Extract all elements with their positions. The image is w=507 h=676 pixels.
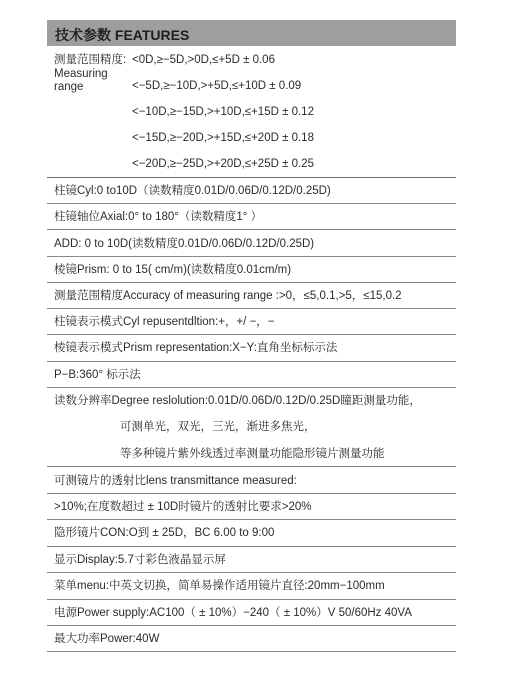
spec-max-power: 最大功率Power:40W	[54, 633, 160, 645]
divider	[47, 203, 456, 204]
divider	[47, 572, 456, 573]
divider	[47, 177, 456, 178]
measuring-range-row-3: <−10D,≥−15D,>+10D,≤+15D ± 0.12	[132, 106, 314, 118]
spec-cyl: 柱镜Cyl:0 to10D（读数精度0.01D/0.06D/0.12D/0.25D)	[54, 185, 331, 197]
spec-resolution-line-2: 可测单光，双光，三光，渐进多焦光，	[120, 421, 316, 433]
spec-resolution-line-3: 等多种镜片紫外线透过率测量功能隐形镜片测量功能	[120, 448, 385, 460]
spec-resolution-line-1: 读数分辨率Degree reslolution:0.01D/0.06D/0.12D/0.25D瞳距测量功能，	[54, 395, 421, 407]
spec-prism: 棱镜Prism: 0 to 15( cm/m)(读数精度0.01cm/m)	[54, 264, 292, 276]
measuring-range-row-1: <0D,≥−5D,>0D,≤+5D ± 0.06	[132, 54, 275, 66]
measuring-range-en-label-1: Measuring	[54, 68, 108, 80]
spec-menu: 菜单menu:中英文切换，简单易操作适用镜片直径:20mm−100mm	[54, 580, 385, 592]
divider	[47, 387, 456, 388]
spec-accuracy: 测量范围精度Accuracy of measuring range :>0，≤5,0.1,>5，≤15,0.2	[54, 290, 402, 302]
divider	[47, 229, 456, 230]
measuring-range-row-5: <−20D,≥−25D,>+20D,≤+25D ± 0.25	[132, 158, 314, 170]
divider	[47, 361, 456, 362]
spec-axial: 柱镜轴位Axial:0° to 180°（读数精度1° ）	[54, 211, 263, 223]
divider	[47, 625, 456, 626]
measuring-range-en-label-2: range	[54, 81, 84, 93]
divider	[47, 466, 456, 467]
spec-transmittance-line-2: >10%;在度数超过 ± 10D时镜片的透射比要求>20%	[54, 501, 312, 513]
measuring-range-row-4: <−15D,≥−20D,>+15D,≤+20D ± 0.18	[132, 132, 314, 144]
divider	[47, 519, 456, 520]
divider	[47, 651, 456, 652]
spec-cyl-mode: 柱镜表示模式Cyl repusentdltion:+，+/ −，−	[54, 316, 275, 328]
features-header	[47, 20, 456, 46]
spec-add: ADD: 0 to 10D(读数精度0.01D/0.06D/0.12D/0.25D)	[54, 238, 315, 250]
spec-pb: P−B:360° 标示法	[54, 369, 141, 381]
measuring-range-row-2: <−5D,≥−10D,>+5D,≤+10D ± 0.09	[132, 80, 302, 92]
divider	[47, 493, 456, 494]
divider	[47, 599, 456, 600]
spec-prism-mode: 棱镜表示模式Prism representation:X−Y:直角坐标标示法	[54, 342, 338, 354]
divider	[47, 546, 456, 547]
divider	[47, 282, 456, 283]
spec-transmittance-line-1: 可测镜片的透射比lens transmittance measured:	[54, 475, 297, 487]
divider	[47, 334, 456, 335]
divider	[47, 256, 456, 257]
divider	[47, 308, 456, 309]
spec-power-supply: 电源Power supply:AC100（ ± 10%）−240（ ± 10%）V 50/60Hz 40VA	[54, 607, 412, 619]
spec-contact-lens: 隐形镜片CON:O到 ± 25D，BC 6.00 to 9:00	[54, 527, 275, 539]
spec-display: 显示Display:5.7寸彩色液晶显示屏	[54, 554, 226, 566]
measuring-range-cn-label: 测量范围精度:	[54, 54, 127, 66]
features-title: 技术参数 FEATURES	[55, 27, 190, 43]
